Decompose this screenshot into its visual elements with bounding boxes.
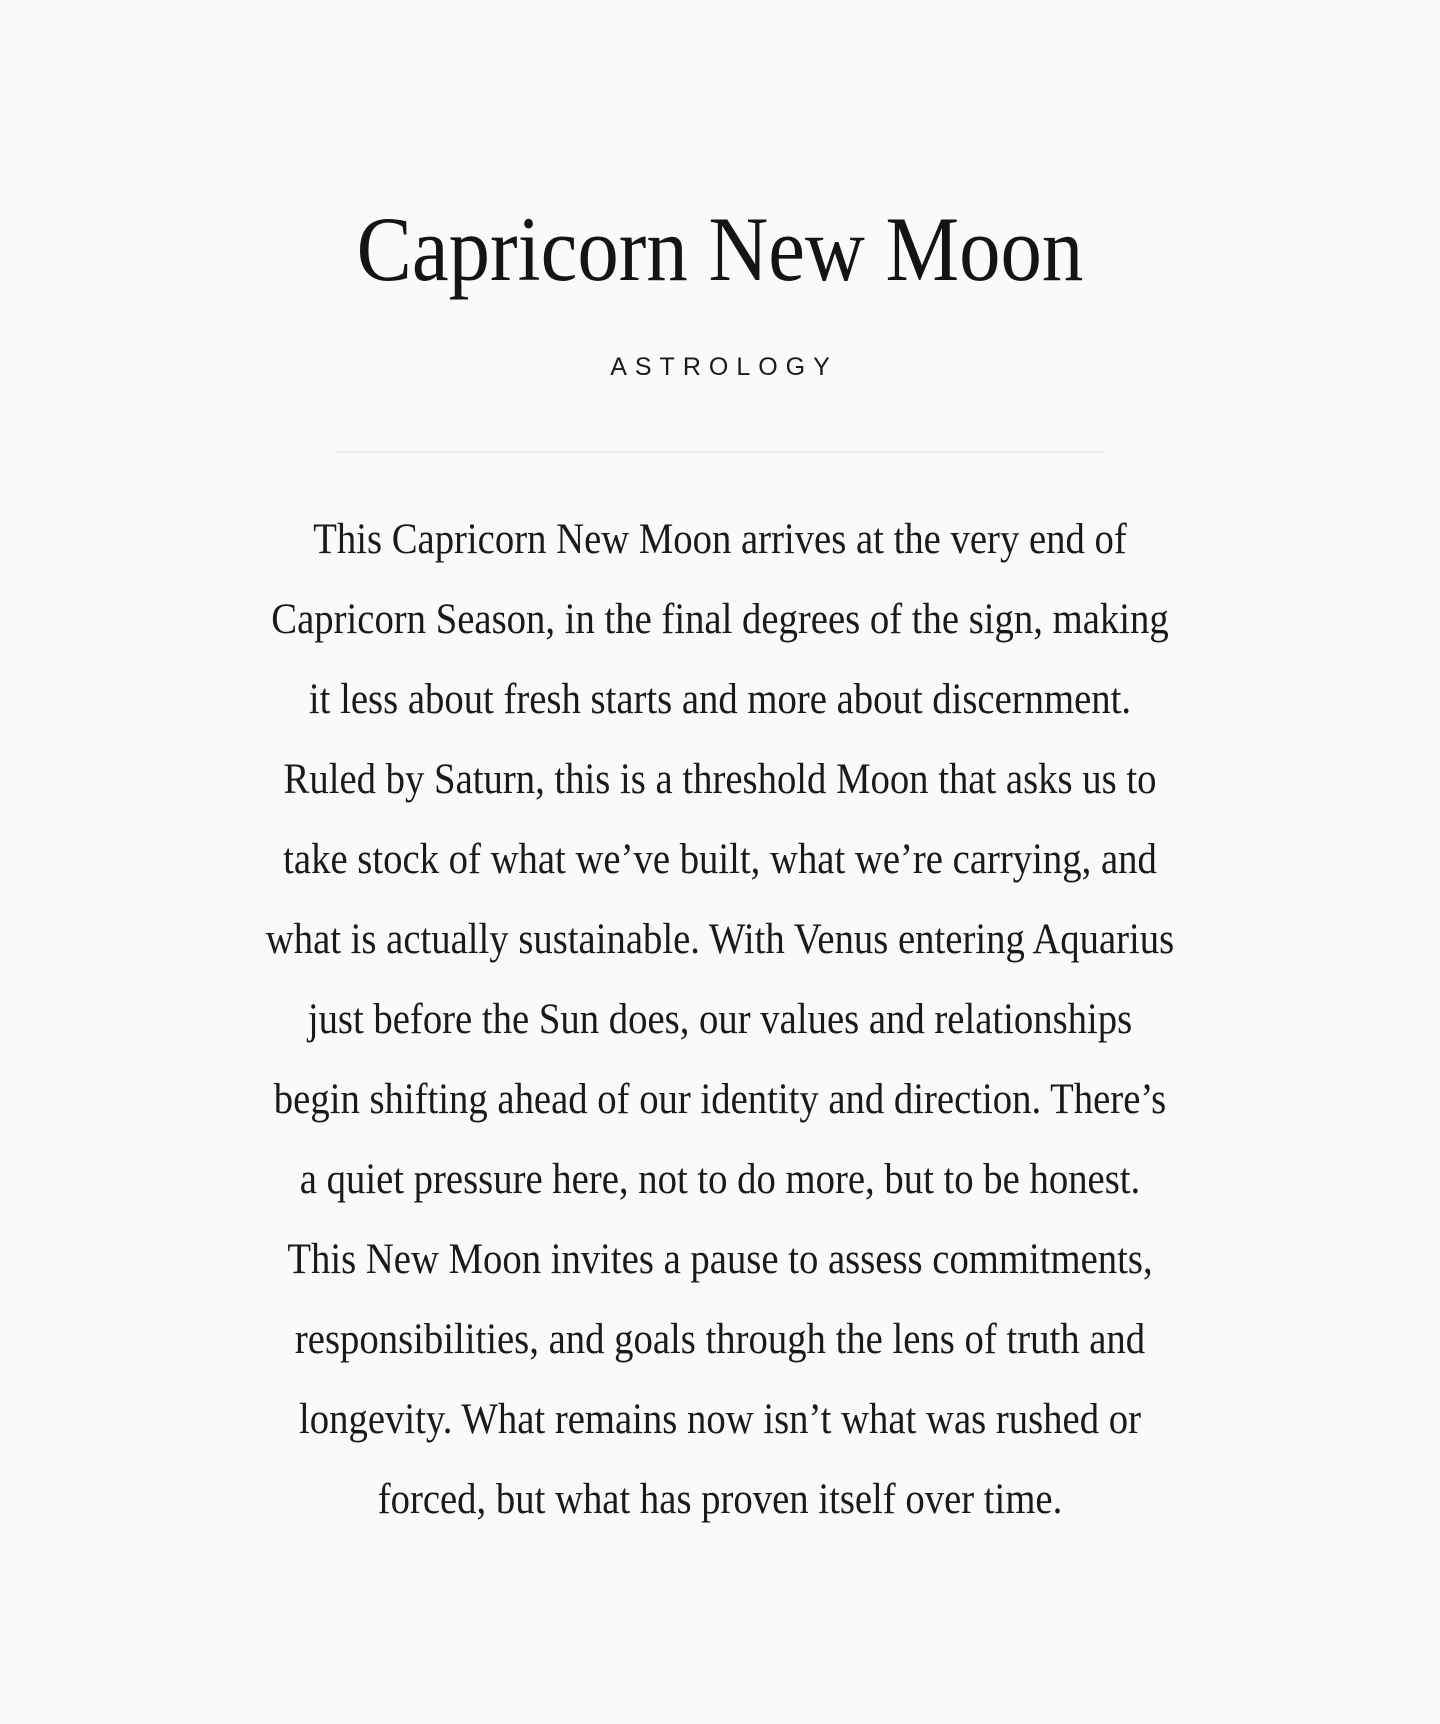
body-line: Capricorn Season, in the final degrees of the sign, making (271, 596, 1169, 643)
body-line: longevity. What remains now isn’t what was rushed or (299, 1396, 1141, 1443)
body-line: forced, but what has proven itself over time. (377, 1476, 1063, 1523)
body-line: what is actually sustainable. With Venus entering Aquarius (265, 916, 1175, 963)
body-line: Ruled by Saturn, this is a threshold Moon that asks us to (283, 756, 1157, 803)
body-line: This Capricorn New Moon arrives at the very end of (313, 516, 1127, 563)
body-line: begin shifting ahead of our identity and direction. There’s (273, 1076, 1167, 1123)
category-label: ASTROLOGY (610, 353, 838, 381)
body-line: take stock of what we’ve built, what we’re carrying, and (283, 836, 1157, 883)
body-line: it less about fresh starts and more about discernment. (308, 676, 1132, 723)
article-body (170, 500, 1270, 1540)
body-line: responsibilities, and goals through the lens of truth and (294, 1316, 1146, 1363)
body-line: a quiet pressure here, not to do more, but to be honest. (299, 1156, 1141, 1203)
divider (336, 451, 1104, 453)
body-line: This New Moon invites a pause to assess commitments, (287, 1236, 1153, 1283)
page-title: Capricorn New Moon (356, 198, 1084, 300)
body-line: just before the Sun does, our values and relationships (307, 996, 1133, 1043)
